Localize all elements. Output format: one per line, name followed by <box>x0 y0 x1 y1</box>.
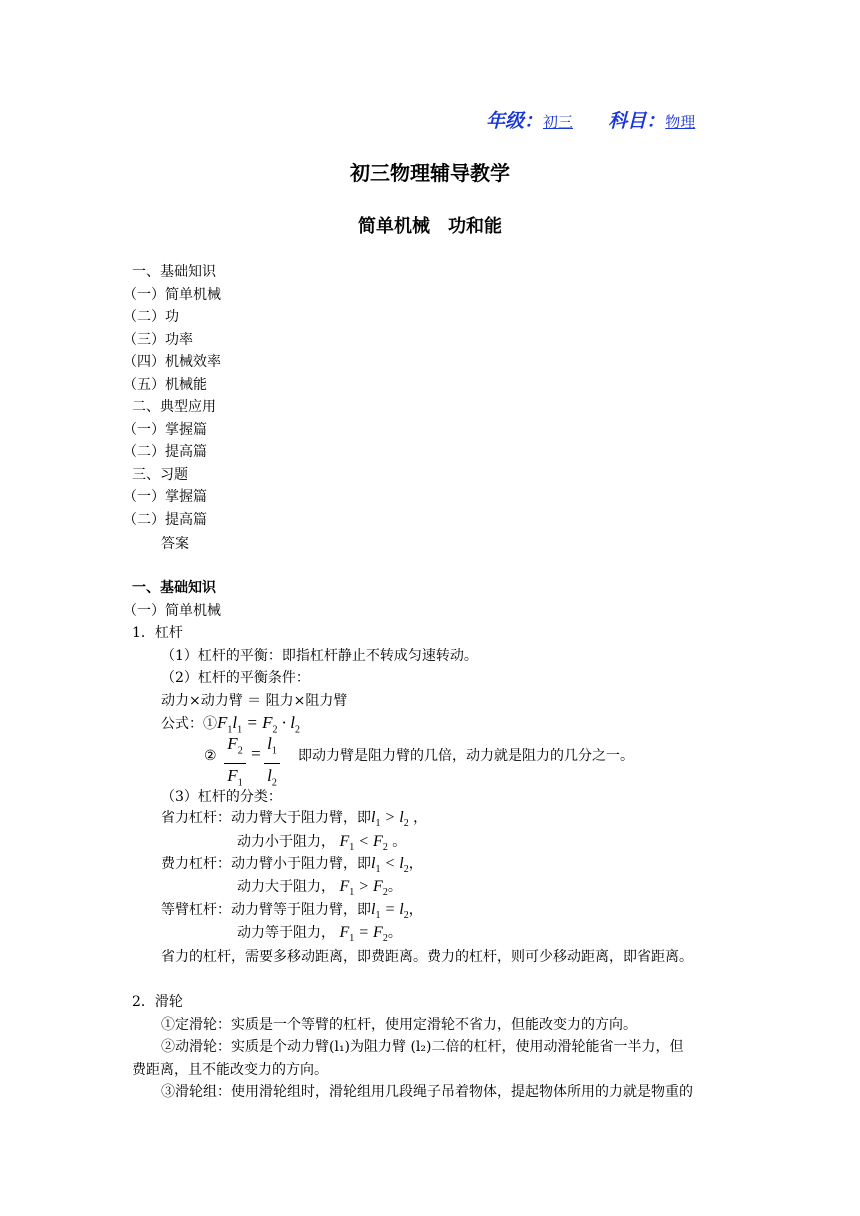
toc-item: （一）掌握篇 <box>123 489 207 505</box>
formula-2-note: 即动力臂是阻力臂的几倍，动力就是阻力的几分之一。 <box>298 748 634 764</box>
subsection-heading: （一）简单机械 <box>123 603 221 619</box>
paragraph: （3）杠杆的分类： <box>161 789 282 805</box>
class-label: 省力杠杆： <box>161 810 231 826</box>
lever-heading: 1．杠杆 <box>132 625 183 641</box>
lever-class-2-line2: 动力大于阻力， $F_1 > F_2$。 <box>237 878 402 899</box>
toc-item: （一）简单机械 <box>123 287 221 303</box>
class-label: 费力杠杆： <box>161 856 231 872</box>
subject-label: 科目： <box>608 110 666 132</box>
formula-label: 公式：① <box>161 716 217 732</box>
paragraph: ③滑轮组：使用滑轮组时，滑轮组用几段绳子吊着物体，提起物体所用的力就是物重的 <box>161 1084 693 1100</box>
lever-class-3: 等臂杠杆：动力臂等于阻力臂，即$l_1 = l_2$， <box>161 901 423 922</box>
toc-item: （二）功 <box>123 309 179 325</box>
equals-sign: = <box>250 744 262 763</box>
paragraph: （2）杠杆的平衡条件： <box>161 670 310 686</box>
paragraph: 动力×动力臂 ＝ 阻力×阻力臂 <box>161 693 348 709</box>
formula-2-marker: ② <box>204 748 217 764</box>
subject-value: 物理 <box>665 113 696 131</box>
lever-class-2: 费力杠杆：动力臂小于阻力臂，即$l_1 < l_2$， <box>161 855 423 876</box>
fraction-arm: $l_1$ $l_2$ <box>264 734 280 794</box>
grade-value: 初三 <box>543 113 574 131</box>
paragraph: （1）杠杆的平衡：即指杠杆静止不转成匀速转动。 <box>161 648 478 664</box>
toc-item: （二）提高篇 <box>123 444 207 460</box>
section-heading: 一、基础知识 <box>132 580 216 596</box>
toc-item: 一、基础知识 <box>132 264 216 280</box>
paragraph: ①定滑轮：实质是一个等臂的杠杆，使用定滑轮不省力，但能改变力的方向。 <box>161 1017 637 1033</box>
toc-item: 三、习题 <box>132 467 188 483</box>
toc-item: （四）机械效率 <box>123 354 221 370</box>
page-title: 初三物理辅导教学 <box>350 161 510 185</box>
paragraph: 费距离，且不能改变力的方向。 <box>132 1062 328 1078</box>
toc-item: 答案 <box>161 536 189 552</box>
toc-item: 二、典型应用 <box>132 399 216 415</box>
page-subtitle: 简单机械 功和能 <box>358 216 502 237</box>
lever-class-1: 省力杠杆：动力臂大于阻力臂，即$l_1 > l_2$ ， <box>161 809 428 830</box>
paragraph: 省力的杠杆，需要多移动距离，即费距离。费力的杠杆，则可少移动距离，即省距离。 <box>161 949 693 965</box>
formula-1: 公式：$①F_1l_1 = F_2 \cdot l_2$ <box>161 713 300 736</box>
toc-item: （一）掌握篇 <box>123 422 207 438</box>
toc-item: （三）功率 <box>123 332 193 348</box>
toc-item: （二）提高篇 <box>123 512 207 528</box>
class-label: 等臂杠杆： <box>161 902 231 918</box>
toc-item: （五）机械能 <box>123 377 207 393</box>
fraction-force: $F_2$ $F_1$ <box>224 734 246 794</box>
page-header <box>486 106 695 133</box>
paragraph: ②动滑轮：实质是个动力臂(l₁)为阻力臂 (l₂)二倍的杠杆，使用动滑轮能省一半力，但 <box>161 1039 684 1055</box>
lever-class-3-line2: 动力等于阻力， $F_1 = F_2$。 <box>237 924 402 945</box>
lever-class-1-line2: 动力小于阻力， $F_1 < F_2$ 。 <box>237 833 407 854</box>
pulley-heading: 2．滑轮 <box>132 994 183 1010</box>
grade-label: 年级： <box>486 110 544 132</box>
